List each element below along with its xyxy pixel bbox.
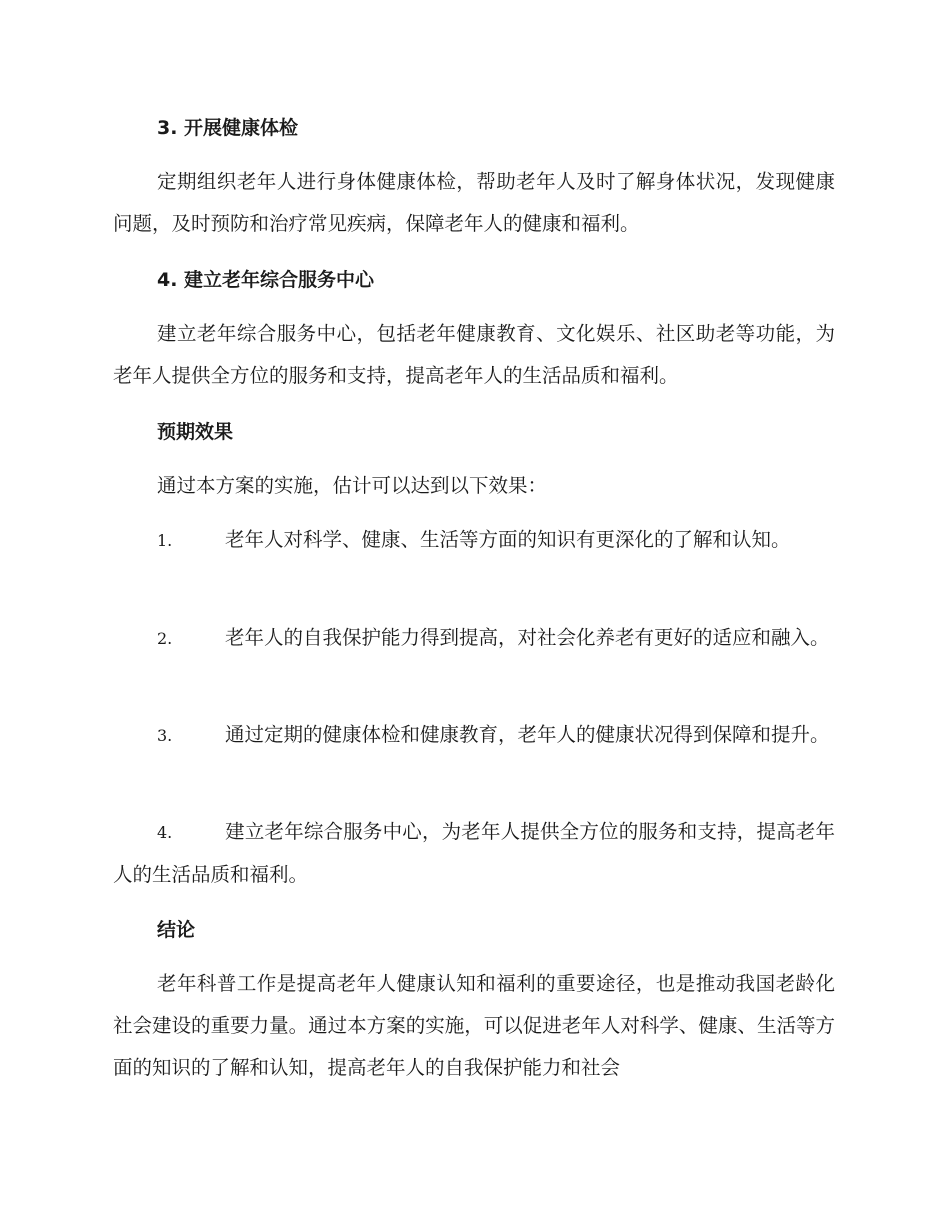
list-item-number: 2. <box>157 629 173 648</box>
list-item-text: 老年人对科学、健康、生活等方面的知识有更深化的了解和认知。 <box>225 528 791 551</box>
section-heading-conclusion: 结论 <box>157 919 196 941</box>
list-item-number: 4. <box>157 823 173 842</box>
section-heading-health-checkup: 3. 开展健康体检 <box>157 117 299 139</box>
list-item-number: 1. <box>157 531 173 550</box>
section-paragraph-service-center: 建立老年综合服务中心，包括老年健康教育、文化娱乐、社区助老等功能，为老年人提供全方位的服务和支持，提高老年人的生活品质和福利。 <box>113 322 835 387</box>
effects-list-item <box>113 714 835 757</box>
list-item-text: 老年人的自我保护能力得到提高，对社会化养老有更好的适应和融入。 <box>225 626 830 649</box>
effects-list-item <box>113 811 835 896</box>
list-item-text: 通过定期的健康体检和健康教育，老年人的健康状况得到保障和提升。 <box>225 723 830 746</box>
section-paragraph-health-checkup: 定期组织老年人进行身体健康体检，帮助老年人及时了解身体状况，发现健康问题，及时预防和治疗常见疾病，保障老年人的健康和福利。 <box>113 170 835 235</box>
list-item-text: 建立老年综合服务中心，为老年人提供全方位的服务和支持，提高老年人的生活品质和福利。 <box>113 820 835 886</box>
section-heading-service-center: 4. 建立老年综合服务中心 <box>157 269 375 291</box>
conclusion-paragraph: 老年科普工作是提高老年人健康认知和福利的重要途径，也是推动我国老龄化社会建设的重要力量。通过本方案的实施，可以促进老年人对科学、健康、生活等方面的知识的了解和认知，提高老年人的自我保护能力和社会 <box>113 972 835 1079</box>
effects-list-item <box>113 617 835 660</box>
section-heading-expected-effects: 预期效果 <box>157 421 234 443</box>
effects-list-item <box>113 519 835 562</box>
expected-effects-intro: 通过本方案的实施，估计可以达到以下效果： <box>157 474 548 497</box>
list-item-number: 3. <box>157 726 173 745</box>
